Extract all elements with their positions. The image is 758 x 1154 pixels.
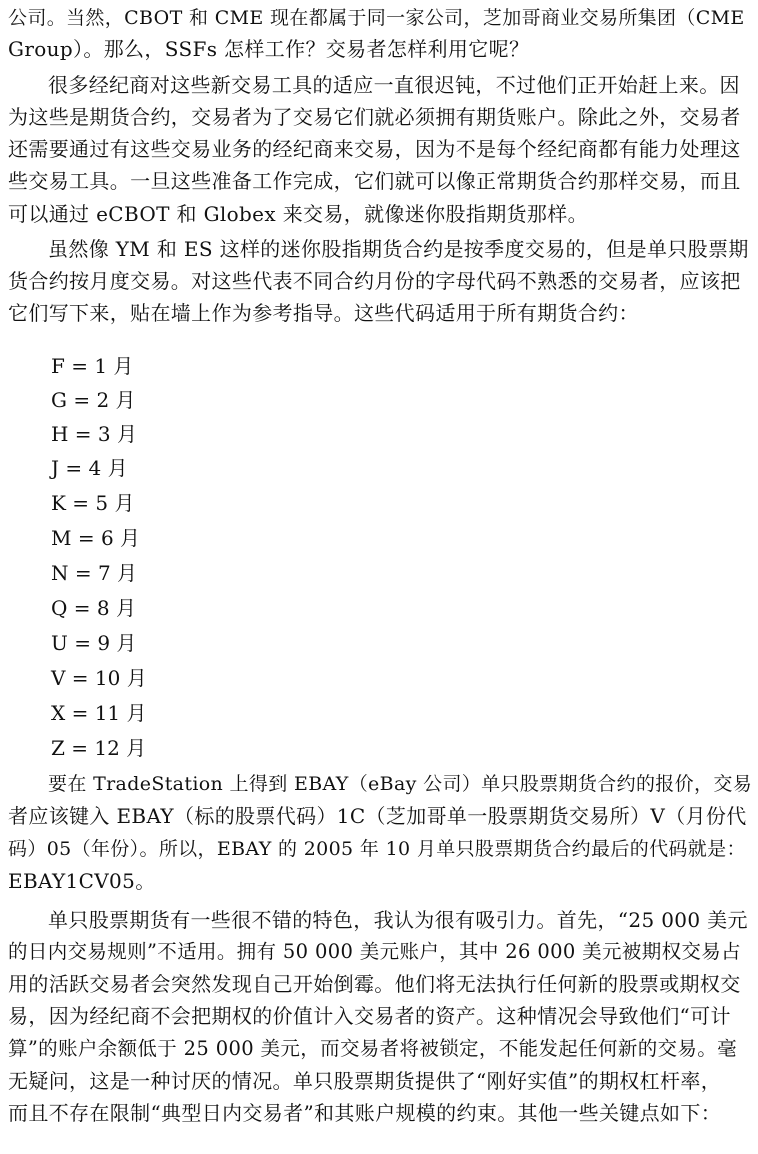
month-code-item: Z = 12 月 xyxy=(51,736,147,760)
paragraph-5-line-5: 算”的账户余额低于 25 000 美元，而交易者将被锁定，不能发起任何新的交易。毫 xyxy=(8,1037,737,1060)
month-code-item: X = 11 月 xyxy=(51,701,147,725)
paragraph-2-line-3: 还需要通过有这些交易业务的经纪商来交易，因为不是每个经纪商都有能力处理这 xyxy=(8,137,741,161)
month-code-item: H = 3 月 xyxy=(51,422,137,446)
month-code-item: V = 10 月 xyxy=(51,666,147,690)
paragraph-4-line-2: 者应该键入 EBAY（标的股票代码）1C（芝加哥单一股票期货交易所）V（月份代 xyxy=(8,804,747,828)
paragraph-2-line-5: 可以通过 eCBOT 和 Globex 来交易，就像迷你股指期货那样。 xyxy=(8,202,588,226)
month-code-item: N = 7 月 xyxy=(51,561,138,585)
month-code-item: U = 9 月 xyxy=(51,631,137,655)
paragraph-5-line-2: 的日内交易规则”不适用。拥有 50 000 美元账户，其中 26 000 美元被期权交易占 xyxy=(8,940,741,963)
paragraph-3-line-1: 虽然像 YM 和 ES 这样的迷你股指期货合约是按季度交易的，但是单只股票期 xyxy=(48,237,749,261)
paragraph-4-line-1: 要在 TradeStation 上得到 EBAY（eBay 公司）单只股票期货合约的报价，交易 xyxy=(48,773,753,795)
paragraph-5-line-4: 易，因为经纪商不会把期权的价值计入交易者的资产。这种情况会导致他们“可计 xyxy=(8,1004,731,1028)
paragraph-3-line-3: 它们写下来，贴在墙上作为参考指导。这些代码适用于所有期货合约： xyxy=(8,301,639,325)
paragraph-4-line-4: EBAY1CV05。 xyxy=(8,869,156,893)
month-code-item: F = 1 月 xyxy=(51,354,134,378)
paragraph-5-line-3: 用的活跃交易者会突然发现自己开始倒霉。他们将无法执行任何新的股票或期权交 xyxy=(8,972,741,996)
month-code-item: M = 6 月 xyxy=(51,526,141,550)
month-code-item: J = 4 月 xyxy=(51,456,128,480)
paragraph-5-line-1: 单只股票期货有一些很不错的特色，我认为很有吸引力。首先，“25 000 美元 xyxy=(48,908,748,932)
paragraph-2-line-1: 很多经纪商对这些新交易工具的适应一直很迟钝，不过他们正开始赶上来。因 xyxy=(48,73,740,97)
month-code-item: G = 2 月 xyxy=(51,388,136,412)
paragraph-5-line-7: 而且不存在限制“典型日内交易者”和其账户规模的约束。其他一些关键点如下： xyxy=(8,1101,722,1125)
paragraph-1-line-1: 公司。当然，CBOT 和 CME 现在都属于同一家公司，芝加哥商业交易所集团（CME xyxy=(8,7,745,29)
paragraph-2-line-4: 些交易工具。一旦这些准备工作完成，它们就可以像正常期货合约那样交易，而且 xyxy=(8,169,741,193)
paragraph-2-line-2: 为这些是期货合约，交易者为了交易它们就必须拥有期货账户。除此之外，交易者 xyxy=(8,105,741,129)
paragraph-4-line-3: 码）05（年份）。所以，EBAY 的 2005 年 10 月单只股票期货合约最后的代码就是： xyxy=(8,838,746,860)
paragraph-3-line-2: 货合约按月度交易。对这些代表不同合约月份的字母代码不熟悉的交易者，应该把 xyxy=(8,269,741,293)
month-code-item: K = 5 月 xyxy=(51,491,135,515)
paragraph-1-line-2: Group）。那么，SSFs 怎样工作？交易者怎样利用它呢？ xyxy=(8,37,530,61)
paragraph-5-line-6: 无疑问，这是一种讨厌的情况。单只股票期货提供了“刚好实值”的期权杠杆率， xyxy=(8,1069,722,1093)
month-code-item: Q = 8 月 xyxy=(51,596,136,620)
